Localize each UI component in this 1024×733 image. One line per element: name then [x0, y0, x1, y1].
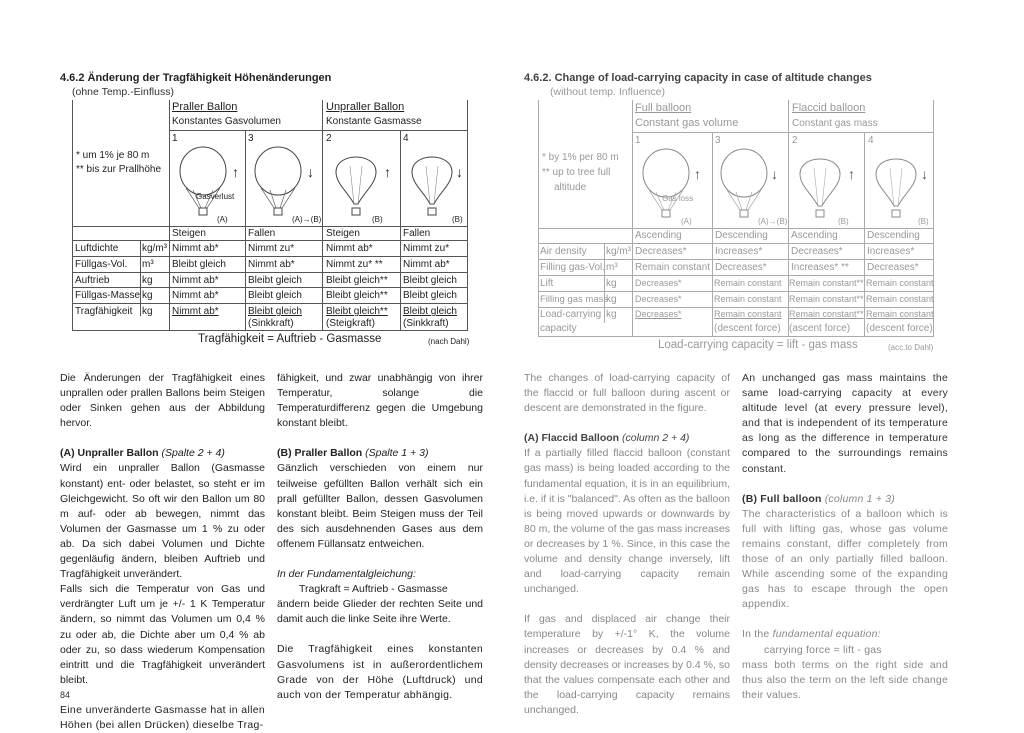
table-cell: Remain constant**	[789, 309, 864, 319]
table-cell: Decreases*	[635, 278, 682, 288]
heading-note: (column 1 + 3)	[824, 492, 895, 505]
row-unit: m³	[606, 262, 618, 273]
table-cell: Nimmt zu*	[248, 243, 295, 254]
col-num: 1	[172, 133, 178, 144]
balloon-flaccid-ascending-icon	[794, 148, 846, 220]
table-cell: Decreases*	[791, 246, 843, 257]
arrow-up-icon: ↑	[232, 164, 239, 180]
paragraph	[742, 627, 948, 642]
col-num: 3	[715, 135, 721, 146]
table-cell: Bleibt gleich	[403, 306, 457, 317]
group-full-sub: Konstantes Gasvolumen	[172, 116, 281, 127]
table-cell: Bleibt gleich**	[326, 306, 388, 317]
balloon-flaccid-descending-icon	[406, 146, 458, 218]
table-note: ** bis zur Prallhöhe	[76, 164, 162, 175]
group-flaccid-balloon: Unpraller Ballon	[326, 101, 405, 113]
heading-text: (A) Unpraller Ballon	[60, 447, 159, 460]
group-full-sub: Constant gas volume	[635, 117, 739, 129]
row-label: Lift	[540, 278, 554, 289]
subheading	[742, 492, 948, 507]
table-cell: Bleibt gleich	[403, 290, 457, 301]
table-formula: Tragfähigkeit = Auftrieb - Gasmasse	[198, 333, 382, 345]
motion-label: Descending	[715, 230, 768, 241]
row-unit: kg/m³	[606, 246, 631, 257]
heading-text: (B) Full balloon	[742, 492, 822, 505]
table-cell: Remain constant	[635, 262, 711, 273]
page-number: 84	[60, 690, 71, 700]
balloon-full-descending-icon	[718, 148, 770, 220]
paragraph: Eine unveränderte Gasmasse hat in allen Höhen (bei allen Drücken) dieselbe Trag-	[60, 703, 265, 731]
table-cell: Bleibt gleich**	[326, 275, 388, 286]
row-label: Filling gas-Vol.	[540, 262, 606, 273]
ab-label: (B)	[838, 217, 849, 226]
force-note: (ascent force)	[789, 323, 851, 334]
ab-label: (A)→(B)	[758, 217, 788, 226]
force-note: (descent force)	[866, 323, 933, 334]
right-section-subtitle: (without temp. Influence)	[550, 86, 665, 98]
gas-loss-label: Gasverlust	[196, 192, 235, 201]
heading-note: (Spalte 2 + 4)	[161, 447, 225, 460]
arrow-up-icon: ↑	[384, 164, 391, 180]
table-note: ** up to tree full	[542, 167, 611, 178]
table-cell: Nimmt ab*	[172, 243, 219, 254]
ab-label: (B)	[918, 217, 929, 226]
ab-label: (A)	[217, 215, 228, 224]
table-cell: Decreases*	[715, 262, 767, 273]
heading-text: (A) Flaccid Balloon	[524, 432, 620, 445]
table-cell: Nimmt ab*	[403, 259, 450, 270]
right-text-col1	[524, 371, 730, 718]
paragraph: Die Tragfähigkeit eines konstanten Gasvolumens ist in außerordentlichem Grade von der Höhe (Luftdruck) und auch von der Temperatur abhängig.	[277, 643, 483, 701]
motion-label: Fallen	[403, 228, 431, 239]
arrow-down-icon: ↓	[456, 164, 463, 180]
left-section-subtitle: (ohne Temp.-Einfluss)	[72, 86, 174, 98]
force-note: (descent force)	[714, 323, 781, 334]
right-text-col2	[742, 371, 948, 703]
table-cell: Bleibt gleich	[248, 290, 302, 301]
motion-label: Steigen	[172, 228, 206, 239]
table-cell: Decreases*	[867, 262, 919, 273]
table-cell: Decreases*	[635, 294, 682, 304]
table-note: altitude	[554, 182, 587, 193]
table-cell: Bleibt gleich	[248, 275, 302, 286]
row-label: Load-carrying	[540, 309, 602, 320]
table-note: * by 1% per 80 m	[542, 152, 619, 163]
row-label: Filling gas mass	[540, 294, 609, 305]
gas-loss-label: Gas loss	[662, 194, 694, 203]
table-cell: Nimmt ab*	[172, 306, 219, 317]
right-altitude-table	[538, 98, 934, 354]
ab-label: (A)	[681, 217, 692, 226]
left-text-col2	[277, 371, 483, 703]
balloon-flaccid-ascending-icon	[330, 146, 382, 218]
table-formula: Load-carrying capacity = lift - gas mass	[658, 339, 858, 351]
table-cell: Remain constant	[714, 294, 782, 304]
row-unit: m³	[142, 259, 154, 270]
row-unit: kg	[142, 275, 153, 286]
left-section-title: 4.6.2 Änderung der Tragfähigkeit Höhenänderungen	[60, 72, 332, 84]
force-note: (Steigkraft)	[326, 318, 375, 329]
paragraph: mass both terms on the right side and thus also the term on the left side change their values.	[742, 658, 948, 701]
table-source: (nach Dahl)	[428, 337, 470, 346]
table-cell: Remain constant	[866, 294, 934, 304]
table-cell: Decreases*	[635, 246, 687, 257]
row-label: Air density	[540, 246, 587, 257]
motion-label: Descending	[867, 230, 920, 241]
group-full-balloon: Praller Ballon	[172, 101, 238, 113]
motion-label: Ascending	[635, 230, 682, 241]
table-cell: Remain constant	[714, 278, 782, 288]
group-flaccid-balloon: Flaccid balloon	[792, 102, 866, 114]
text-run-italic: fundamental equation:	[772, 628, 881, 641]
table-cell: Increases*	[715, 246, 763, 257]
arrow-down-icon: ↓	[771, 166, 778, 182]
motion-label: Steigen	[326, 228, 360, 239]
table-cell: Bleibt gleich	[172, 259, 226, 270]
table-cell: Nimmt ab*	[172, 290, 219, 301]
paragraph: fähigkeit, und zwar unabhängig von ihrer Temperatur, solange die Temperaturdifferenz gegen die Umgebung konstant bleibt.	[277, 372, 483, 430]
table-cell: Increases*	[867, 246, 915, 257]
paragraph: The characteristics of a balloon which is full with lifting gas, whose gas volume remains constant, differ completely from those of an only partially filled balloon. While ascending some of the expanding gas has to escape through the open appendix.	[742, 507, 948, 611]
heading-note: (Spalte 1 + 3)	[365, 447, 429, 460]
heading-text: (B) Praller Ballon	[277, 447, 363, 460]
table-cell: Bleibt gleich	[403, 275, 457, 286]
col-num: 2	[326, 133, 332, 144]
paragraph: Wird ein unpraller Ballon (Gasmasse konstant) ent- oder belastet, so steht er im Gleichgewicht. So oft wir den Ballon um 80 m auf- oder ab bewegen, nimmt das Volumen der Gasmasse um 1 % zu oder ab. Da sich dabei Volumen und Dichte gegenläufig ändern, bleiben Auftrieb und Tragfähigkeit unverändert.	[60, 462, 265, 581]
paragraph: The changes of load-carrying capacity of the flaccid or full balloon during ascent or descent are demonstrated in the figure.	[524, 372, 730, 415]
table-cell: Remain constant	[714, 309, 782, 319]
paragraph: ändern beide Glieder der rechten Seite und damit auch die linke Seite ihre Werte.	[277, 598, 483, 626]
force-note: (Sinkkraft)	[248, 318, 294, 329]
ab-label: (B)	[452, 215, 463, 224]
subheading	[60, 446, 265, 461]
col-num: 1	[635, 135, 641, 146]
table-cell: Remain constant**	[789, 278, 864, 288]
group-flaccid-sub: Konstante Gasmasse	[326, 116, 422, 127]
row-label: Tragfähigkeit	[75, 306, 133, 317]
col-num: 3	[248, 133, 254, 144]
ab-label: (A)→(B)	[292, 215, 322, 224]
paragraph: If a partially filled flaccid balloon (constant gas mass) is being loaded according to the fundamental equation, it is in an equilibrium, i.e. if it is "balanced". As often as the balloon is being moved upwards or downwards by 80 m, the volume of the gas mass increases or decreases by 1 %. Since, in this case the volume and density change inversely, lift and load-carrying capacity remain unchanged.	[524, 447, 730, 596]
row-unit: kg	[606, 309, 617, 320]
row-label-cont: capacity	[540, 323, 577, 334]
row-unit: kg	[142, 290, 153, 301]
balloon-full-descending-icon	[252, 146, 304, 218]
paragraph: Gänzlich verschieden von einem nur teilweise gefüllten Ballon verhält sich ein prall gefüllter Ballon, dessen Gasvolumen konstant bleibt. Beim Steigen muss der Teil des sich ausdehnenden Gases aus dem offenem Füllansatz entweichen.	[277, 462, 483, 550]
row-unit: kg	[142, 306, 153, 317]
row-label: Auftrieb	[75, 275, 110, 286]
table-cell: Nimmt ab*	[172, 275, 219, 286]
table-cell: Decreases*	[635, 309, 682, 319]
balloon-flaccid-descending-icon	[870, 148, 922, 220]
table-cell: Bleibt gleich**	[326, 290, 388, 301]
ab-label: (B)	[372, 215, 383, 224]
subheading	[524, 431, 730, 446]
left-text-col1	[60, 371, 265, 733]
row-label: Füllgas-Masse	[75, 290, 141, 301]
table-cell: Bleibt gleich	[248, 306, 302, 317]
col-num: 4	[868, 135, 874, 146]
table-source: (acc.to Dahl)	[888, 343, 934, 352]
arrow-up-icon: ↑	[848, 166, 855, 182]
table-cell: Nimmt ab*	[248, 259, 295, 270]
paragraph: An unchanged gas mass maintains the same load-carrying capacity at every altitude level (at every pressure level), and that is independent of its temperature as long as the difference in temperature compared to the surroundings remains constant.	[742, 372, 948, 475]
left-altitude-table	[72, 98, 468, 348]
text-run: In the	[742, 628, 770, 641]
heading-note: (column 2 + 4)	[622, 432, 690, 445]
force-note: (Sinkkraft)	[403, 318, 449, 329]
arrow-down-icon: ↓	[921, 166, 928, 182]
paragraph: If gas and displaced air change their temperature by +/-1° K, the volume increases or decreases by 0.4 % and density decreases or increases by 0.4 %, so that the values compensate each other and the load-carrying capacity remains unchanged.	[524, 613, 730, 716]
group-full-balloon: Full balloon	[635, 102, 692, 114]
paragraph: In der Fundamentalgleichung:	[277, 568, 416, 581]
table-cell: Remain constant	[866, 278, 934, 288]
balloon-full-ascending-icon	[177, 146, 229, 218]
right-section-title: 4.6.2. Change of load-carrying capacity in case of altitude changes	[524, 72, 872, 84]
equation: carrying force = lift - gas	[764, 643, 882, 656]
arrow-down-icon: ↓	[307, 164, 314, 180]
table-note: * um 1% je 80 m	[76, 150, 150, 161]
motion-label: Ascending	[791, 230, 838, 241]
subheading	[277, 446, 483, 461]
table-cell: Nimmt ab*	[326, 243, 373, 254]
paragraph: Die Änderungen der Tragfähigkeit eines unprallen oder prallen Ballons beim Steigen oder Sinken gehen aus der Abbildung hervor.	[60, 372, 265, 430]
table-cell: Nimmt zu* **	[326, 259, 383, 270]
balloon-full-ascending-icon	[640, 148, 692, 220]
row-unit: kg/m³	[142, 243, 167, 254]
row-unit: kg	[606, 278, 617, 289]
equation: Tragkraft = Auftrieb - Gasmasse	[299, 583, 448, 596]
table-cell: Nimmt zu*	[403, 243, 450, 254]
arrow-up-icon: ↑	[694, 166, 701, 182]
row-unit: kg	[606, 294, 617, 305]
row-label: Füllgas-Vol.	[75, 259, 128, 270]
motion-label: Fallen	[248, 228, 276, 239]
col-num: 4	[403, 133, 409, 144]
table-cell: Remain constant	[866, 309, 934, 319]
table-cell: Increases* **	[791, 262, 849, 273]
row-label: Luftdichte	[75, 243, 119, 254]
col-num: 2	[792, 135, 798, 146]
paragraph: Falls sich die Temperatur von Gas und verdrängter Luft um je +/- 1 K Temperatur ändern, so nimmt das Volumen um 0,4 % zu oder ab, die Dichte aber um 0,4 % ab oder zu, so dass wiederum Kompensation eintritt und die Tragfähigkeit unverändert bleibt.	[60, 583, 265, 686]
table-cell: Remain constant**	[789, 294, 864, 304]
group-flaccid-sub: Constant gas mass	[792, 118, 878, 129]
